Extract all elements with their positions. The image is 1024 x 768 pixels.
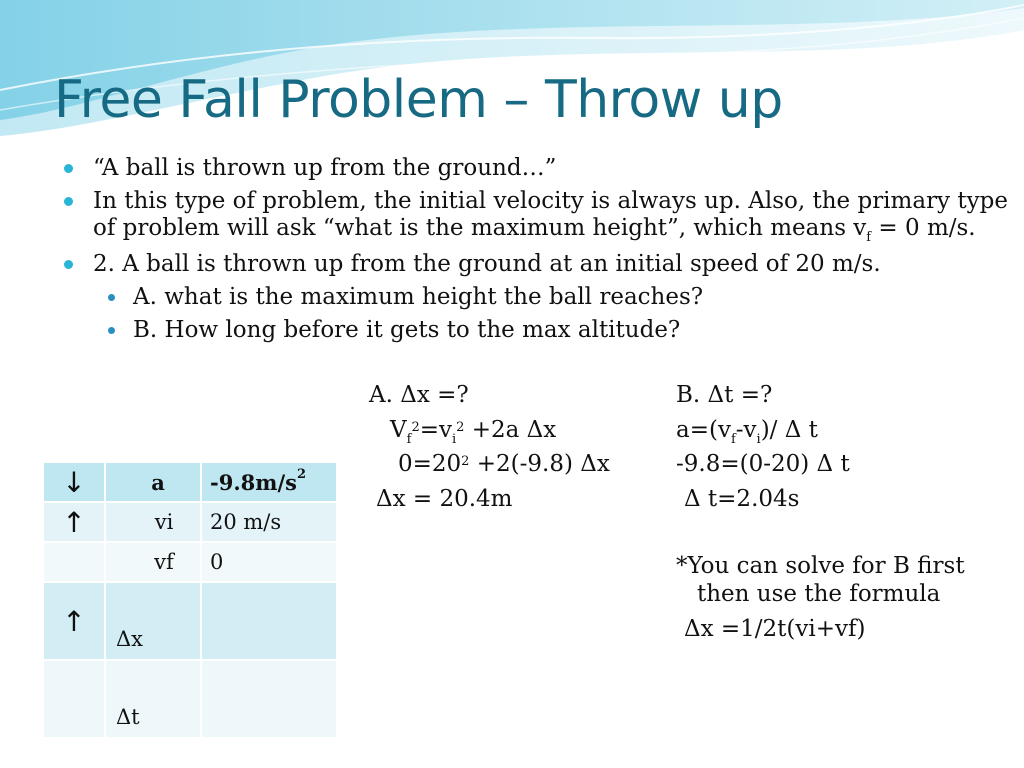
table-row xyxy=(43,582,337,660)
sub-bullet-item xyxy=(64,317,1014,344)
table-label: vf xyxy=(105,542,201,582)
solution-a-heading: A. Δx =? xyxy=(369,382,469,408)
solution-b-equation-2: -9.8=(0-20) Δ t xyxy=(676,451,850,477)
table-label: a xyxy=(105,462,201,502)
solution-a-result: Δx = 20.4m xyxy=(376,486,513,512)
solution-b-result: Δ t=2.04s xyxy=(684,486,800,512)
bullet-item xyxy=(64,155,1014,182)
empty-arrow-cell xyxy=(43,660,105,738)
solution-b-formula: Δx =1/2t(vi+vf) xyxy=(684,616,866,642)
down-arrow-icon: ↓ xyxy=(43,462,105,502)
table-value xyxy=(201,582,337,660)
table-value xyxy=(201,660,337,738)
bullet-list xyxy=(64,155,1014,350)
table-label: Δt xyxy=(105,660,201,738)
table-label: vi xyxy=(105,502,201,542)
bullet-text: = 0 m/s. xyxy=(871,215,976,241)
solution-b-note: *You can solve for B first xyxy=(676,553,965,579)
sub-bullet-text: B. How long before it gets to the max altitude? xyxy=(133,317,681,343)
solution-b-equation-1: $a=(v_f-v_i)/$ Δ t xyxy=(676,417,818,447)
bullet-text: 2. A ball is thrown up from the ground at an initial speed of 20 m/s. xyxy=(93,251,881,277)
table-value: $-9.8m/s^2$ xyxy=(201,462,337,502)
slide-title: Free Fall Problem – Throw up xyxy=(54,70,783,130)
table-row xyxy=(43,660,337,738)
sub-bullet-text: A. what is the maximum height the ball reaches? xyxy=(133,284,704,310)
bullet-item xyxy=(64,188,1014,245)
table-label: Δx xyxy=(105,582,201,660)
sub-bullet-item xyxy=(64,284,1014,311)
bullet-text: In this type of problem, the initial velocity is always up. Also, the primary type of problem will ask “what is the maximum height”, which means v xyxy=(93,188,1008,241)
kinematics-table xyxy=(42,461,338,739)
empty-arrow-cell xyxy=(43,542,105,582)
table-row xyxy=(43,462,337,502)
up-arrow-icon: ↑ xyxy=(43,582,105,660)
bullet-item xyxy=(64,251,1014,278)
up-arrow-icon: ↑ xyxy=(43,502,105,542)
subscript: f xyxy=(866,230,872,245)
bullet-text: “A ball is thrown up from the ground…” xyxy=(93,155,557,181)
solution-b-note-cont: then use the formula xyxy=(697,581,941,607)
table-value: 0 xyxy=(201,542,337,582)
table-row xyxy=(43,502,337,542)
table-row xyxy=(43,542,337,582)
solution-a-equation-1: $V_f^2=v_i^2 +2a$ Δx xyxy=(390,417,557,447)
table-value: 20 m/s xyxy=(201,502,337,542)
solution-a-equation-2: $0=20^2 +2(-9.8)$ Δx xyxy=(398,451,610,477)
solution-b-heading: B. Δt =? xyxy=(676,382,773,408)
